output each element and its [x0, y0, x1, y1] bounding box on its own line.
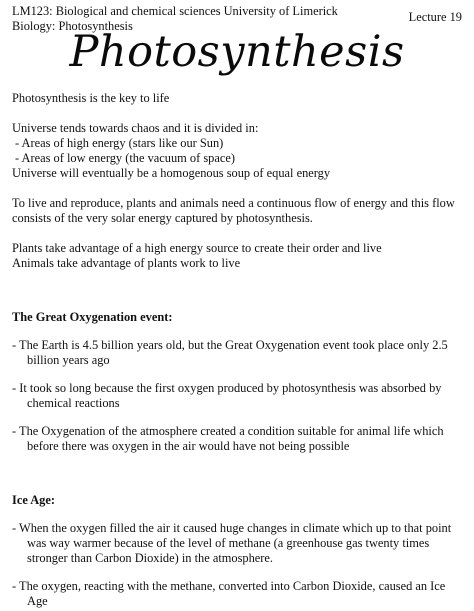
area-high-energy: - Areas of high energy (stars like our Sun) — [15, 136, 224, 150]
energy-flow-paragraph: To live and reproduce, plants and animals need a continuous flow of energy and this flow consists of the very solar energy captured by photosynthesis. — [12, 196, 455, 225]
ice-age-bullet-1: - When the oxygen filled the air it caused huge changes in climate which up to that point was way warmer because of the level of methane (a greenhouse gas twenty times stronger than Carbon Dioxide) in the atmosphere. — [12, 521, 452, 565]
area-low-energy: - Areas of low energy (the vacuum of space) — [15, 151, 235, 165]
ice-age-bullet-2: - The oxygen, reacting with the methane, converted into Carbon Dioxide, caused an Ice Age — [12, 579, 446, 608]
ice-age-heading: Ice Age: — [12, 493, 56, 507]
universe-lead: Universe tends towards chaos and it is divided in: — [12, 121, 259, 135]
oxygenation-bullet-1: - The Earth is 4.5 billion years old, but the Great Oxygenation event took place only 2.5 billion years ago — [12, 338, 448, 367]
subject-line: Biology: Photosynthesis — [12, 19, 133, 33]
page-title: Photosynthesis — [69, 27, 405, 77]
universe-end: Universe will eventually be a homogenous soup of equal energy — [12, 166, 331, 180]
oxygenation-bullet-2: - It took so long because the first oxygen produced by photosynthesis was absorbed by chemical reactions — [12, 381, 442, 410]
intro-key-line: Photosynthesis is the key to life — [12, 91, 170, 105]
animals-line: Animals take advantage of plants work to live — [12, 256, 241, 270]
lecture-number: Lecture 19 — [408, 10, 462, 24]
oxygenation-heading: The Great Oxygenation event: — [12, 310, 173, 324]
oxygenation-bullet-3: - The Oxygenation of the atmosphere created a condition suitable for animal life which before there was oxygen in the air would have not being possible — [12, 424, 444, 453]
plants-line: Plants take advantage of a high energy source to create their order and live — [12, 241, 382, 255]
course-line: LM123: Biological and chemical sciences University of Limerick — [12, 4, 338, 18]
document-body — [12, 91, 464, 609]
